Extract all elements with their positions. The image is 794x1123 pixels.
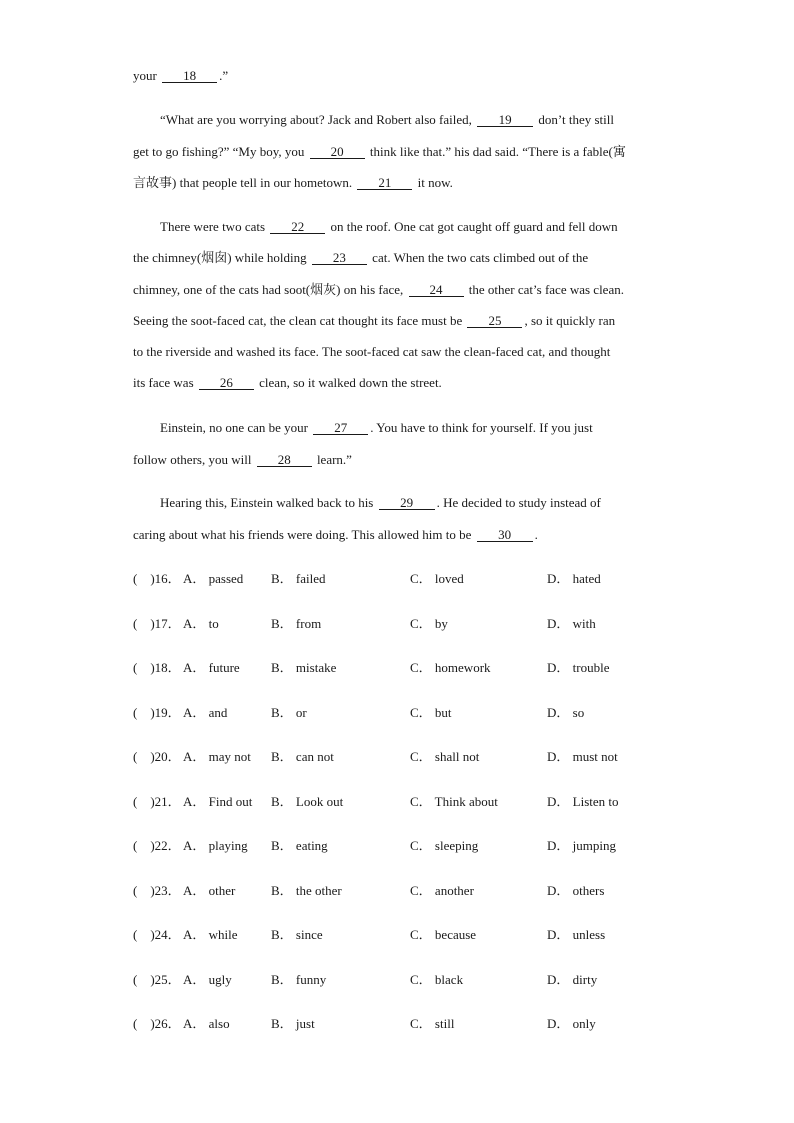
- passage-line: [133, 527, 538, 543]
- passage-text: 言故事) that people tell in our hometown.: [133, 175, 356, 190]
- option-b: B． from: [271, 616, 322, 631]
- option-a: A． may not: [183, 749, 251, 764]
- passage-text: Seeing the soot-faced cat, the clean cat thought its face must be: [133, 313, 466, 328]
- question-number: ( )20．: [133, 749, 181, 764]
- passage-text: .: [534, 527, 538, 542]
- passage-text: chimney, one of the cats had soot(烟灰) on his face,: [133, 282, 407, 297]
- passage-text: . He decided to study instead of: [436, 495, 601, 510]
- blank-20: 20: [310, 145, 365, 159]
- blank-24: 24: [409, 283, 464, 297]
- option-d: D． Listen to: [547, 794, 619, 809]
- option-b: B． the other: [271, 883, 342, 898]
- passage-line: [133, 452, 352, 468]
- passage-text: cat. When the two cats climbed out of the: [368, 250, 589, 265]
- blank-18: 18: [162, 69, 217, 83]
- question-number: ( )22．: [133, 838, 181, 853]
- question-number: ( )17．: [133, 616, 181, 631]
- option-c: C． another: [410, 883, 474, 898]
- question-number: ( )16．: [133, 571, 181, 586]
- option-a: A． Find out: [183, 794, 253, 809]
- option-b: B． can not: [271, 749, 334, 764]
- passage-text: .”: [219, 68, 229, 83]
- option-c: C． homework: [410, 660, 491, 675]
- option-b: B． Look out: [271, 794, 344, 809]
- blank-30: 30: [477, 528, 533, 542]
- passage-text: “What are you worrying about? Jack and Robert also failed,: [160, 112, 476, 127]
- option-c: C． by: [410, 616, 448, 631]
- passage-text: to the riverside and washed its face. The soot-faced cat saw the clean-faced cat, and thought: [133, 344, 611, 359]
- blank-29: 29: [379, 496, 435, 510]
- passage-text: get to go fishing?” “My boy, you: [133, 144, 308, 159]
- blank-28: 28: [257, 453, 312, 467]
- option-d: D． dirty: [547, 972, 598, 987]
- passage-text: your: [133, 68, 161, 83]
- passage-line: [133, 313, 615, 329]
- question-number: ( )23．: [133, 883, 181, 898]
- passage-text: caring about what his friends were doing. This allowed him to be: [133, 527, 475, 542]
- option-b: B． or: [271, 705, 307, 720]
- passage-text: Hearing this, Einstein walked back to his: [160, 495, 377, 510]
- option-d: D． jumping: [547, 838, 616, 853]
- passage-text: its face was: [133, 375, 197, 390]
- passage-text: learn.”: [313, 452, 352, 467]
- passage-line: [133, 344, 610, 360]
- option-a: A． playing: [183, 838, 248, 853]
- blank-27: 27: [313, 421, 368, 435]
- passage-line: [160, 219, 618, 235]
- option-b: B． since: [271, 927, 323, 942]
- blank-22: 22: [270, 220, 325, 234]
- option-c: C． black: [410, 972, 464, 987]
- question-number: ( )26．: [133, 1016, 181, 1031]
- option-a: A． to: [183, 616, 219, 631]
- passage-text: don’t they still: [535, 112, 614, 127]
- passage-text: Einstein, no one can be your: [160, 420, 312, 435]
- option-a: A． also: [183, 1016, 230, 1031]
- passage-line: [133, 375, 442, 391]
- question-number: ( )18．: [133, 660, 181, 675]
- option-d: D． others: [547, 883, 605, 898]
- question-number: ( )25．: [133, 972, 181, 987]
- option-b: B． funny: [271, 972, 327, 987]
- passage-text: the other cat’s face was clean.: [465, 282, 624, 297]
- option-a: A． passed: [183, 571, 244, 586]
- passage-text: . You have to think for yourself. If you just: [370, 420, 593, 435]
- passage-line: [160, 495, 601, 511]
- option-b: B． just: [271, 1016, 315, 1031]
- passage-text: , so it quickly ran: [524, 313, 616, 328]
- passage-text: There were two cats: [160, 219, 269, 234]
- option-d: D． hated: [547, 571, 601, 586]
- blank-25: 25: [467, 314, 522, 328]
- passage-text: clean, so it walked down the street.: [255, 375, 442, 390]
- option-d: D． trouble: [547, 660, 610, 675]
- passage-line: [133, 68, 228, 84]
- option-a: A． and: [183, 705, 228, 720]
- option-a: A． while: [183, 927, 238, 942]
- option-a: A． other: [183, 883, 236, 898]
- question-number: ( )21．: [133, 794, 181, 809]
- passage-line: [133, 250, 588, 266]
- option-d: D． with: [547, 616, 596, 631]
- passage-text: follow others, you will: [133, 452, 255, 467]
- option-c: C． because: [410, 927, 477, 942]
- option-c: C． Think about: [410, 794, 498, 809]
- option-b: B． eating: [271, 838, 328, 853]
- blank-19: 19: [477, 113, 533, 127]
- passage-text: the chimney(烟囱) while holding: [133, 250, 310, 265]
- blank-21: 21: [357, 176, 412, 190]
- passage-text: on the roof. One cat got caught off guard and fell down: [327, 219, 618, 234]
- option-c: C． still: [410, 1016, 455, 1031]
- option-c: C． shall not: [410, 749, 480, 764]
- option-c: C． loved: [410, 571, 464, 586]
- option-a: A． future: [183, 660, 240, 675]
- passage-line: [133, 175, 453, 191]
- passage-text: it now.: [414, 175, 453, 190]
- option-c: C． but: [410, 705, 452, 720]
- option-c: C． sleeping: [410, 838, 479, 853]
- option-b: B． failed: [271, 571, 326, 586]
- passage-line: [133, 144, 626, 160]
- option-a: A． ugly: [183, 972, 232, 987]
- option-d: D． must not: [547, 749, 618, 764]
- blank-26: 26: [199, 376, 254, 390]
- option-d: D． unless: [547, 927, 606, 942]
- option-d: D． only: [547, 1016, 596, 1031]
- question-number: ( )19．: [133, 705, 181, 720]
- passage-text: think like that.” his dad said. “There is a fable(寓: [366, 144, 626, 159]
- option-d: D． so: [547, 705, 585, 720]
- passage-line: [160, 112, 614, 128]
- passage-line: [133, 282, 624, 298]
- passage-line: [160, 420, 593, 436]
- option-b: B． mistake: [271, 660, 337, 675]
- question-number: ( )24．: [133, 927, 181, 942]
- blank-23: 23: [312, 251, 367, 265]
